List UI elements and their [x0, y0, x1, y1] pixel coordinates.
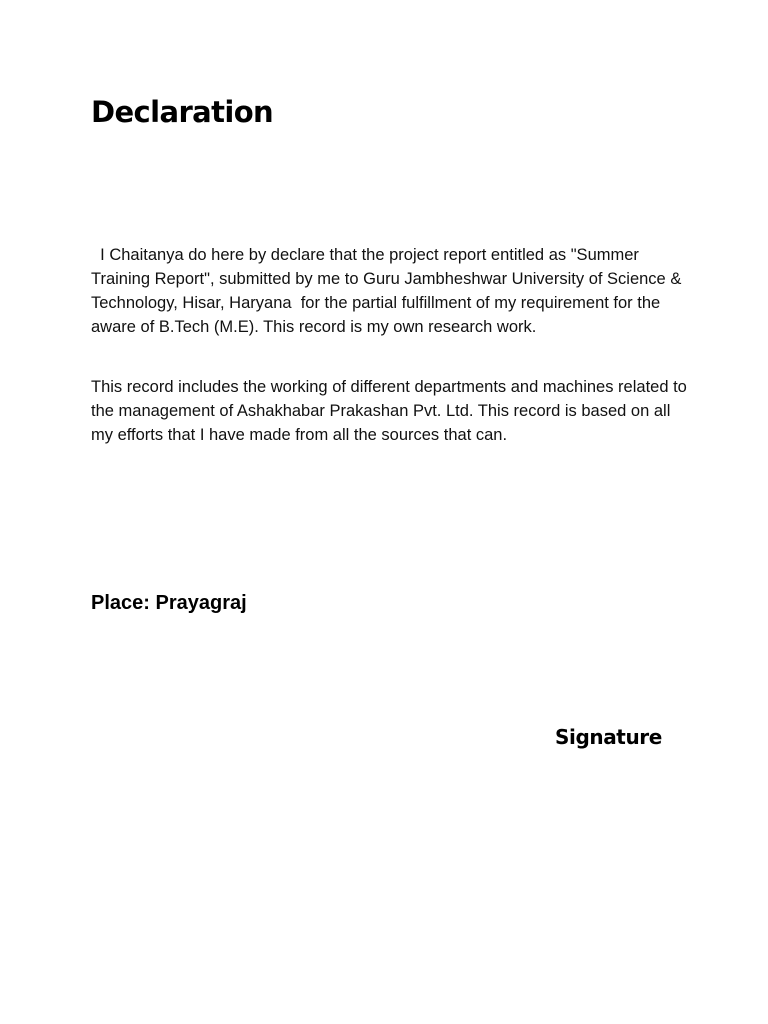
signature-label: Signature: [555, 725, 662, 749]
declaration-paragraph: I Chaitanya do here by declare that the project report entitled as "Summer Training Report", submitted by me to Guru Jambheshwar University of Science & Technology, Hisar, Haryana for the partial fulfillment of my requirement for the aware of B.Tech (M.E). This record is my own research work.: [91, 246, 682, 336]
place-line: Place: Prayagraj: [91, 592, 247, 614]
page-title: Declaration: [91, 95, 274, 129]
record-description-paragraph: This record includes the working of different departments and machines related to the management of Ashakhabar Prakashan Pvt. Ltd. This record is based on all my efforts that I have made from all the sources that can.: [91, 378, 687, 444]
